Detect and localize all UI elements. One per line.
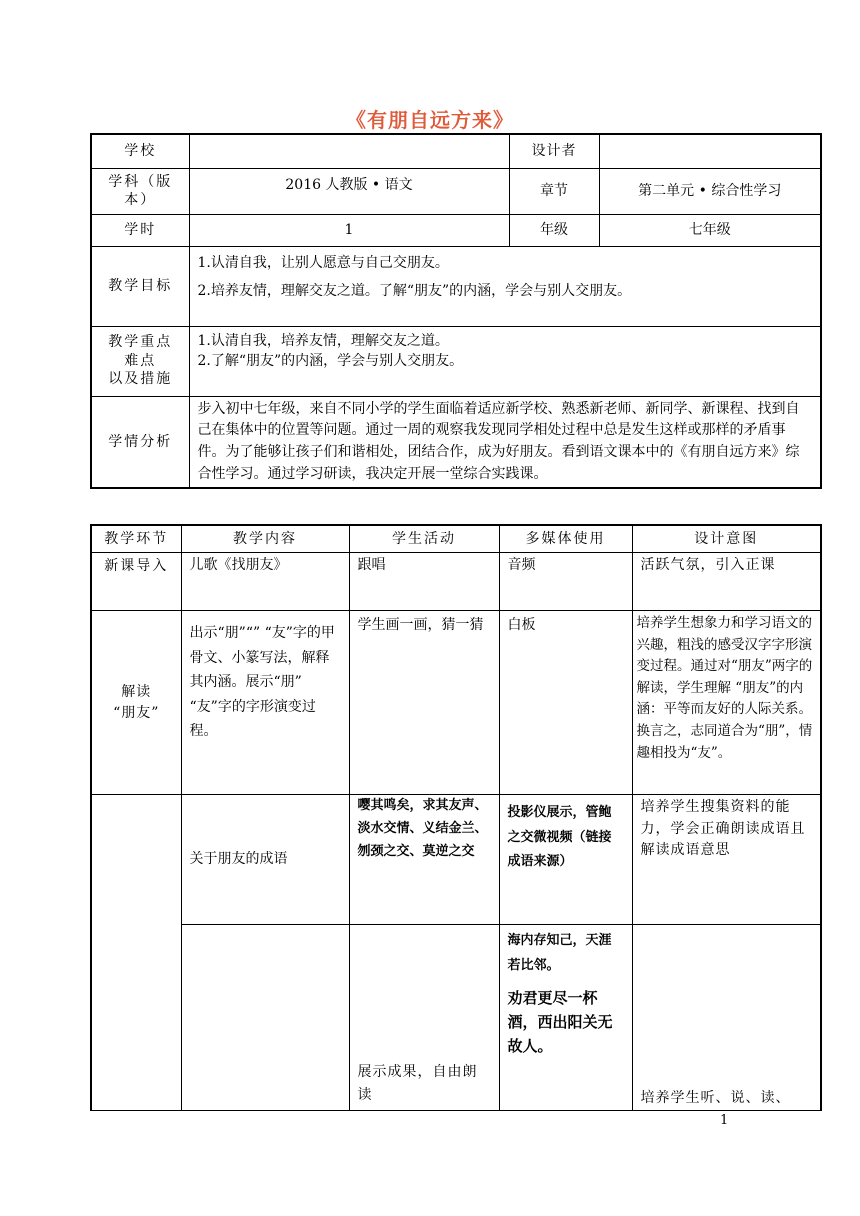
poem-line: 海内存知己，天涯若比邻。 xyxy=(507,933,612,973)
header-activity: 学生活动 xyxy=(349,525,499,553)
header-media: 多媒体使用 xyxy=(499,525,632,553)
activity-cell: 展示成果，自由朗读 xyxy=(349,925,499,1111)
hours-label: 学时 xyxy=(91,214,189,246)
content-cell: 关于朋友的成语 xyxy=(181,795,349,925)
page-number: 1 xyxy=(720,1113,729,1128)
poem-line: 劝君更尽一杯酒，西出阳关无故人。 xyxy=(507,989,613,1056)
process-row xyxy=(91,925,821,1111)
goal-item: 2.培养友情，理解交友之道。了解“朋友”的内涵，学会与别人交朋友。 xyxy=(197,282,632,299)
key-label-line: 以及措施 xyxy=(108,371,173,388)
stage-cell: 新课导入 xyxy=(91,553,181,611)
school-label: 学校 xyxy=(91,134,189,168)
school-value xyxy=(189,134,509,168)
goals-label: 教学目标 xyxy=(91,246,189,326)
key-point-item: 1.认清自我，培养友情，理解交友之道。 xyxy=(197,332,449,349)
document-title: 《有朋自远方来》 xyxy=(346,108,514,132)
designer-label: 设计者 xyxy=(509,134,599,168)
activity-cell: 跟唱 xyxy=(349,553,499,611)
process-row xyxy=(91,795,821,925)
stage-cell xyxy=(91,795,181,1111)
goals-content xyxy=(189,246,821,326)
subject-value: 2016 人教版 • 语文 xyxy=(189,168,509,214)
content-cell: 出示“朋”“” “友”字的甲骨文、小篆写法，解释其内涵。展示“朋” “友”字的字形演变过程。 xyxy=(181,611,349,795)
process-header-row xyxy=(91,525,821,553)
grade-label: 年级 xyxy=(509,214,599,246)
intent-cell: 培养学生想象力和学习语文的兴趣，粗浅的感受汉字字形演变过程。通过对“朋友”两字的解读，学生理解 “朋友”的内涵：平等而友好的人际关系。换言之，志同道合为“朋”，情趣相投为“友”。 xyxy=(632,611,821,795)
grade-value: 七年级 xyxy=(599,214,821,246)
lesson-info-table xyxy=(90,133,822,489)
intent-cell: 培养学生搜集资料的能力，学会正确朗读成语且解读成语意思 xyxy=(632,795,821,925)
info-row-key-points xyxy=(91,326,821,396)
info-row-analysis xyxy=(91,396,821,488)
key-points-label xyxy=(91,326,189,396)
analysis-content: 步入初中七年级，来自不同小学的学生面临着适应新学校、熟悉新老师、新同学、新课程、找到自己在集体中的位置等问题。通过一周的观察我发现同学相处过程中总是发生这样或那样的矛盾事件。为了能够让孩子们和谐相处，团结合作，成为好朋友。看到语文课本中的《有朋自远方来》综合性学习。通过学习研读，我决定开展一堂综合实践课。 xyxy=(189,396,821,488)
intent-cell: 培养学生听、说、读、 xyxy=(632,925,821,1111)
teaching-process-table xyxy=(90,524,822,1111)
process-row xyxy=(91,553,821,611)
process-row xyxy=(91,611,821,795)
chapter-value: 第二单元 • 综合性学习 xyxy=(599,168,821,214)
key-point-item: 2.了解“朋友”的内涵，学会与别人交朋友。 xyxy=(197,352,464,369)
info-row-school xyxy=(91,134,821,168)
header-stage: 教学环节 xyxy=(91,525,181,553)
info-row-goals xyxy=(91,246,821,326)
media-cell xyxy=(499,925,632,1111)
content-cell xyxy=(181,925,349,1111)
content-cell: 儿歌《找朋友》 xyxy=(181,553,349,611)
header-intent: 设计意图 xyxy=(632,525,821,553)
stage-line: 解读 xyxy=(121,684,152,701)
intent-cell: 活跃气氛，引入正课 xyxy=(632,553,821,611)
hours-value: 1 xyxy=(189,214,509,246)
chapter-label: 章节 xyxy=(509,168,599,214)
stage-line: “朋友” xyxy=(113,704,160,721)
info-row-hours xyxy=(91,214,821,246)
key-points-content xyxy=(189,326,821,396)
key-label-line: 教学重点 xyxy=(108,333,173,350)
header-content: 教学内容 xyxy=(181,525,349,553)
activity-cell: 学生画一画，猜一猜 xyxy=(349,611,499,795)
key-label-line: 难点 xyxy=(124,352,157,369)
media-cell: 音频 xyxy=(499,553,632,611)
info-row-subject xyxy=(91,168,821,214)
subject-label: 学科（版本） xyxy=(91,168,189,214)
stage-cell xyxy=(91,611,181,795)
goal-item: 1.认清自我，让别人愿意与自己交朋友。 xyxy=(197,254,449,271)
analysis-label: 学情分析 xyxy=(91,396,189,488)
activity-cell: 嘤其鸣矣，求其友声、淡水交情、义结金兰、刎颈之交、莫逆之交 xyxy=(349,795,499,925)
media-cell: 白板 xyxy=(499,611,632,795)
designer-value xyxy=(599,134,821,168)
media-cell: 投影仪展示，管鲍之交微视频（链接成语来源） xyxy=(499,795,632,925)
